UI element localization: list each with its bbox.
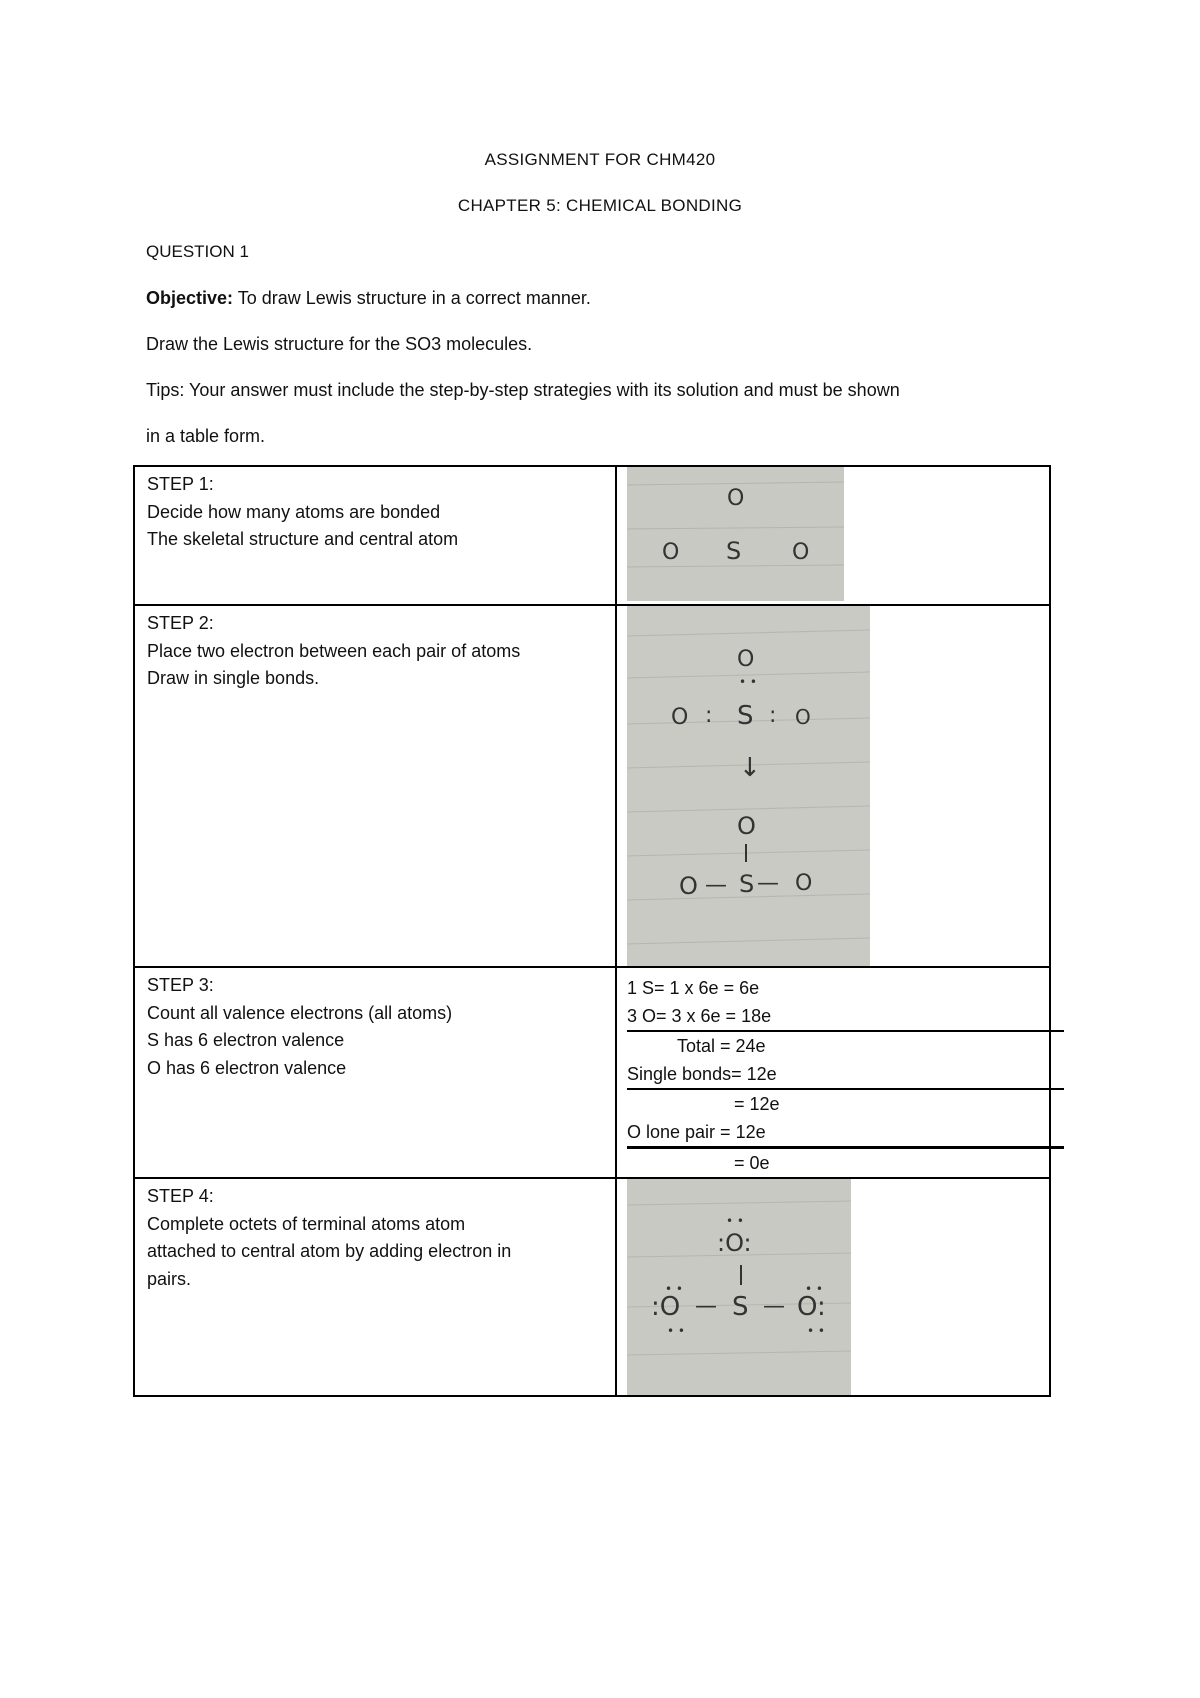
step-title: STEP 1: — [147, 474, 214, 494]
sketch-atom-o: O — [671, 705, 689, 730]
step-cell — [134, 1178, 616, 1396]
calc-line: O lone pair = 12e — [627, 1118, 1064, 1149]
svg-text:• •: • • — [807, 1324, 825, 1338]
sketch-atom-o: O — [795, 871, 813, 896]
svg-text:• •: • • — [665, 1282, 683, 1296]
table-row — [134, 967, 1050, 1178]
sketch-cell — [616, 1178, 1050, 1396]
sketch-atom-o: O — [792, 540, 810, 565]
sketch-dots: : — [769, 703, 777, 728]
step-line: O has 6 electron valence — [147, 1057, 347, 1078]
svg-text:• •: • • — [726, 1214, 744, 1228]
sketch-arrow-icon: ↓ — [739, 753, 761, 783]
sketch-cell — [616, 605, 1050, 967]
step-line: Decide how many atoms are bonded — [147, 501, 441, 522]
sketch-atom-o: :O: — [717, 1229, 752, 1257]
step2-single-bond-sketch — [627, 606, 870, 966]
question-heading: QUESTION 1 — [146, 242, 249, 261]
document-title: ASSIGNMENT FOR CHM420 — [484, 150, 716, 169]
sketch-dots: : — [705, 703, 713, 728]
step-line: Complete octets of terminal atoms atom — [147, 1213, 466, 1234]
sketch-atom-o: O — [727, 486, 745, 511]
calc-line: Single bonds= 12e — [627, 1060, 1064, 1090]
step-cell — [134, 466, 616, 605]
calc-line: 3 O= 3 x 6e = 18e — [627, 1002, 1064, 1032]
calc-total: Total = 24e — [677, 1036, 766, 1056]
svg-text:• •: • • — [667, 1324, 685, 1338]
step-line: attached to central atom by adding electron in — [147, 1241, 512, 1261]
sketch-atom-o: O — [737, 647, 755, 672]
svg-text:• •: • • — [739, 675, 757, 689]
table-row — [134, 605, 1050, 967]
sketch-atom-o: O — [679, 872, 698, 900]
sketch-atom-o: :O — [651, 1292, 681, 1322]
step4-octet-sketch — [627, 1179, 851, 1395]
step-line: pairs. — [147, 1268, 192, 1289]
step-line: Draw in single bonds. — [147, 668, 320, 688]
sketch-bond: — — [763, 1294, 785, 1319]
calc-result: = 0e — [734, 1153, 770, 1173]
tips-line-2: in a table form. — [146, 426, 266, 446]
step-line: Count all valence electrons (all atoms) — [147, 1002, 453, 1023]
step-title: STEP 2: — [147, 613, 214, 633]
sketch-atom-s: S — [726, 537, 742, 565]
objective-text: To draw Lewis structure in a correct manner. — [233, 288, 591, 308]
sketch-atom-s: S — [732, 1292, 749, 1322]
sketch-bond: — — [757, 871, 779, 896]
sketch-atom-s: S — [737, 701, 754, 731]
calculation-cell — [616, 967, 1050, 1178]
calc-line: 1 S= 1 x 6e = 6e — [627, 978, 760, 998]
sketch-bond: — — [705, 873, 727, 898]
table-row — [134, 466, 1050, 605]
calc-line: = 12e — [734, 1094, 780, 1114]
step-cell — [134, 967, 616, 1178]
step1-skeletal-sketch — [627, 467, 844, 601]
sketch-bond: — — [695, 1294, 717, 1319]
sketch-atom-o: O — [662, 540, 680, 565]
sketch-atom-s: S — [739, 870, 755, 898]
instruction-line: Draw the Lewis structure for the SO3 molecules. — [146, 334, 533, 354]
step-line: S has 6 electron valence — [147, 1030, 345, 1050]
steps-table — [133, 465, 1051, 1397]
sketch-atom-o: O — [737, 812, 756, 840]
step-cell — [134, 605, 616, 967]
objective-label: Objective: — [146, 288, 234, 308]
step-line: Place two electron between each pair of atoms — [147, 640, 521, 661]
valence-calculation — [627, 968, 1064, 1177]
chapter-heading: CHAPTER 5: CHEMICAL BONDING — [457, 196, 743, 215]
objective-line — [146, 288, 591, 309]
step-title: STEP 4: — [147, 1186, 214, 1206]
table-row — [134, 1178, 1050, 1396]
step-line: The skeletal structure and central atom — [147, 529, 459, 549]
tips-line-1: Tips: Your answer must include the step-by-step strategies with its solution and must be shown — [146, 380, 900, 400]
step-title: STEP 3: — [147, 975, 214, 995]
sketch-atom-o: O — [795, 705, 811, 729]
sketch-atom-o: O: — [797, 1292, 826, 1322]
svg-text:• •: • • — [805, 1282, 823, 1296]
sketch-cell — [616, 466, 1050, 605]
